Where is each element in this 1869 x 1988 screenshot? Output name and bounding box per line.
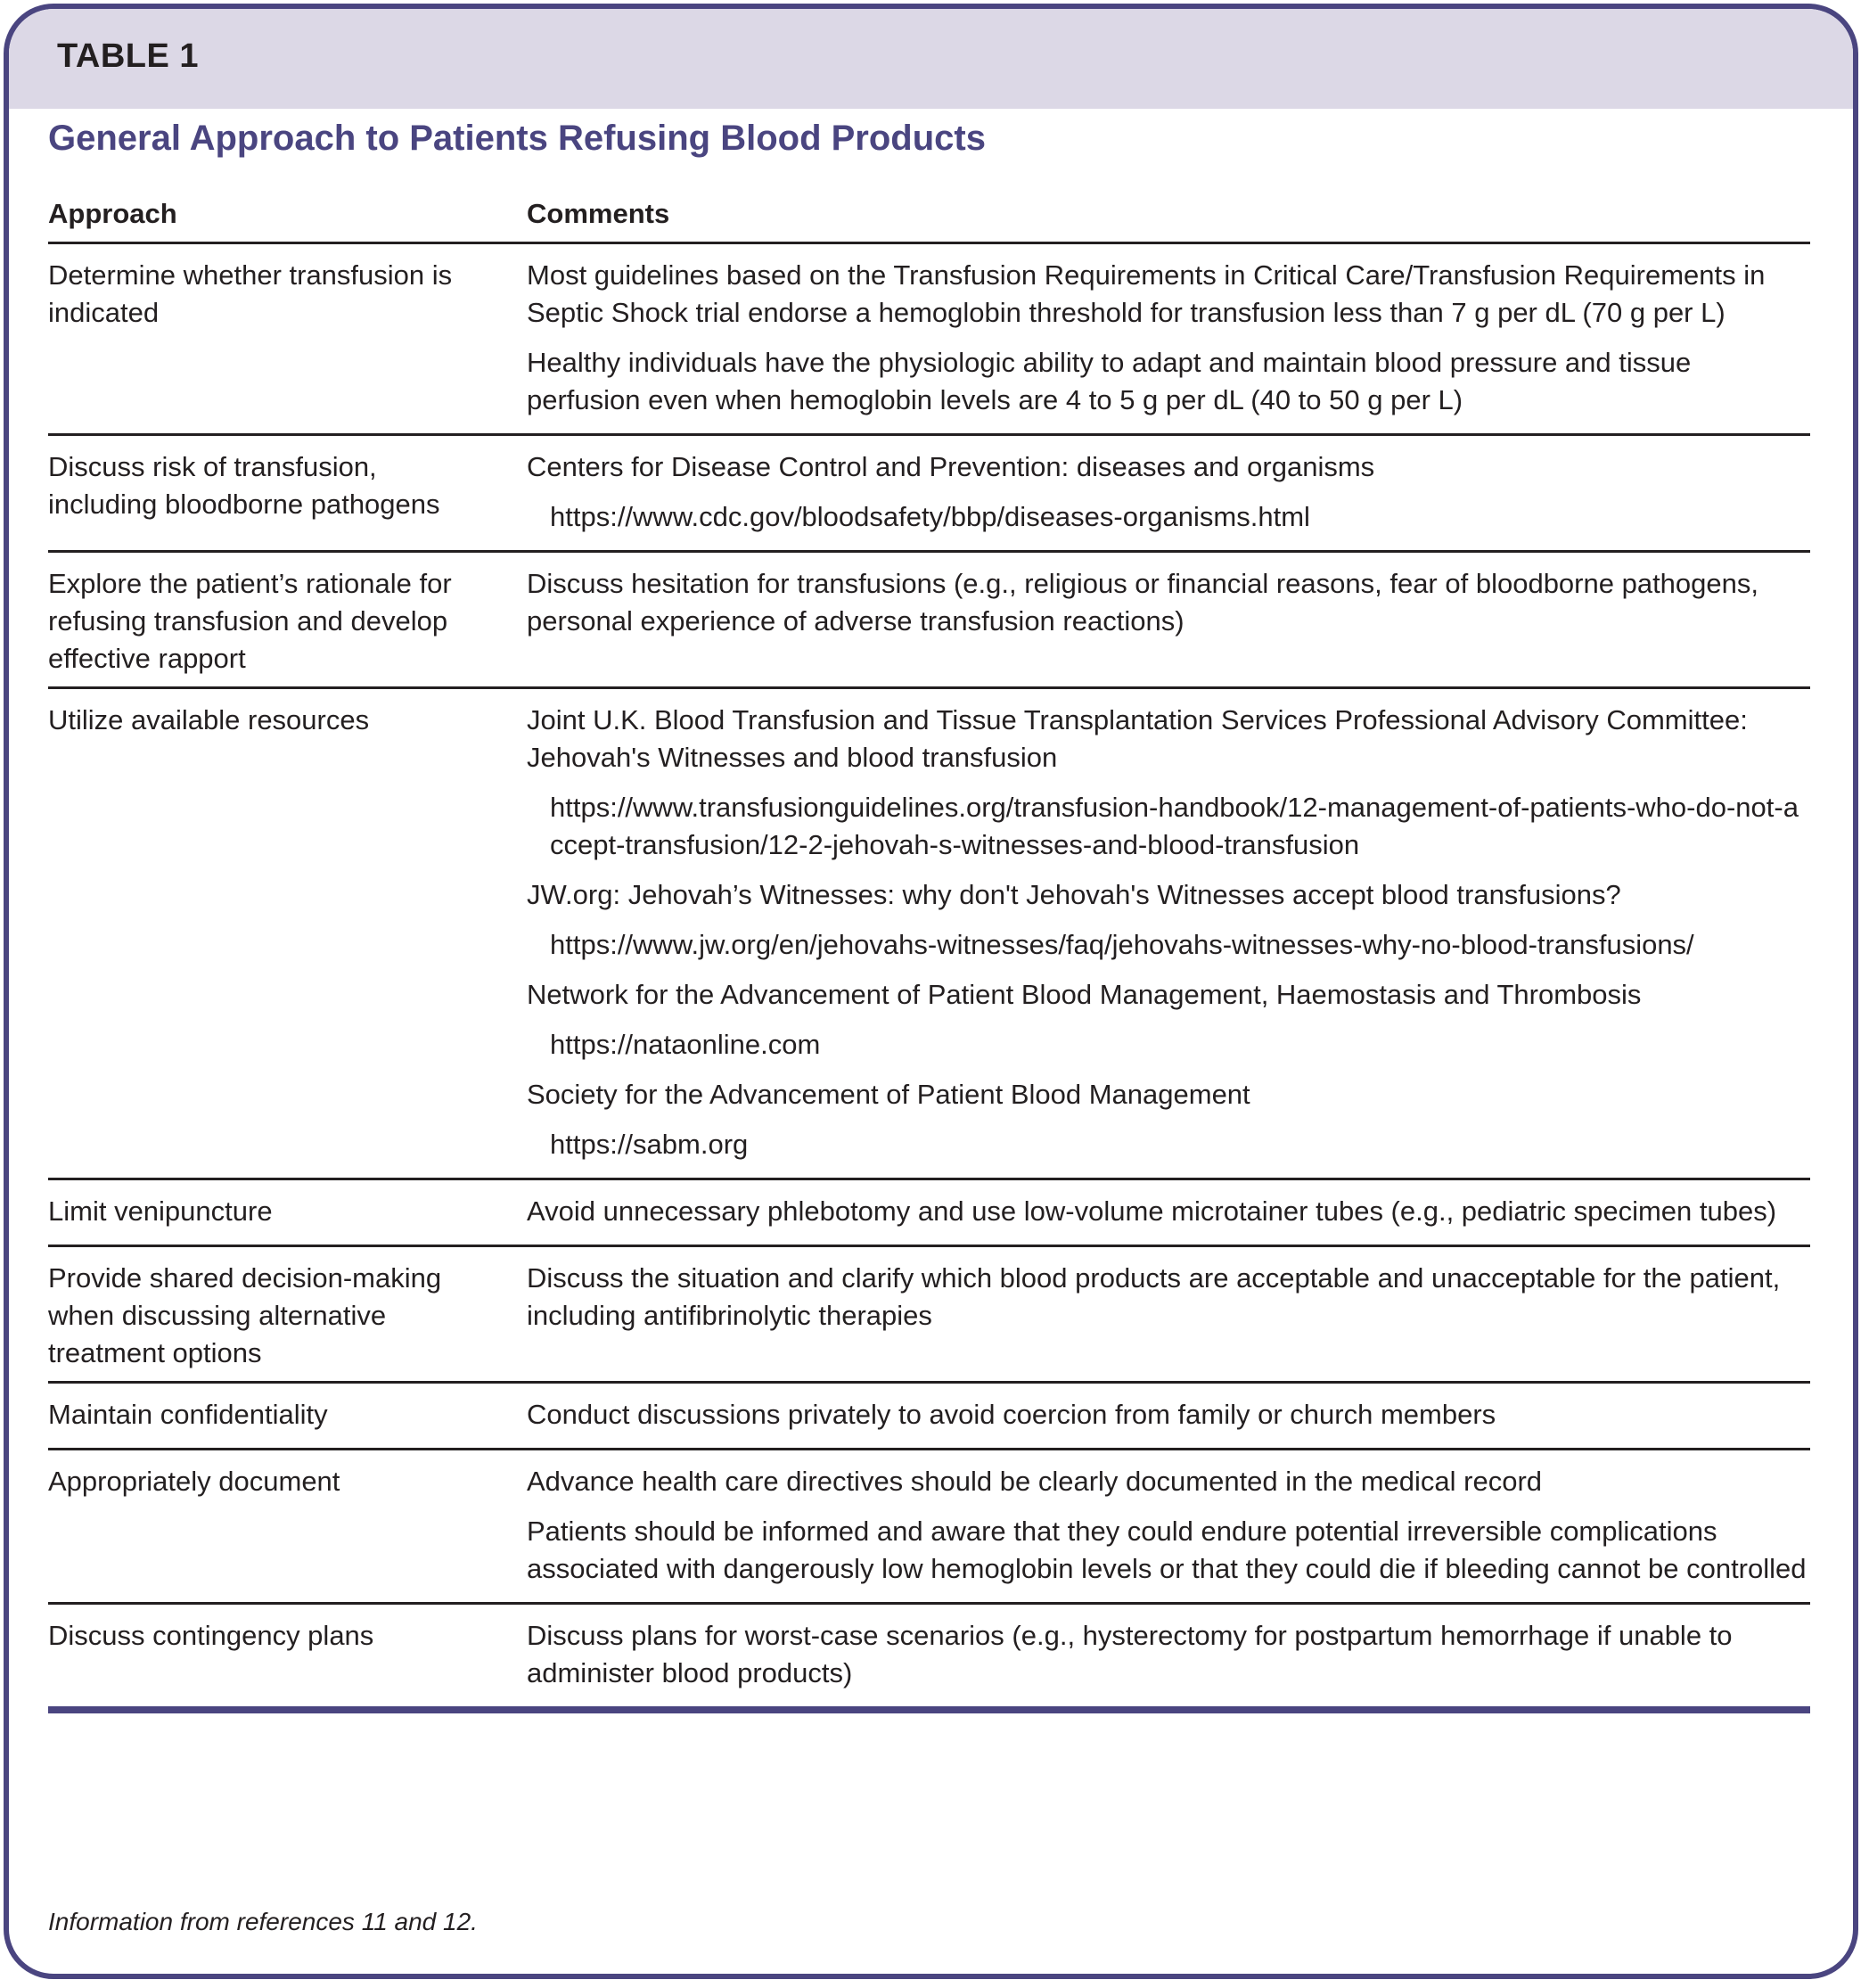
table-row xyxy=(48,689,1810,1180)
table-body xyxy=(48,244,1810,1713)
comments-cell xyxy=(527,448,1810,541)
comment-text: Network for the Advancement of Patient Blood Management, Haemostasis and Thrombosis xyxy=(527,979,1642,1010)
comment-text: Society for the Advancement of Patient Blood Management xyxy=(527,1079,1250,1110)
resource-link[interactable]: https://www.cdc.gov/bloodsafety/bbp/diseases-organisms.html xyxy=(550,501,1310,532)
approach-cell: Determine whether transfusion is indicated xyxy=(48,259,453,328)
approach-cell: Maintain confidentiality xyxy=(48,1399,328,1430)
comment-text: Discuss the situation and clarify which blood products are acceptable and unacceptable for the patient, including antifibrinolytic therapies xyxy=(527,1262,1781,1331)
comments-cell xyxy=(527,1193,1810,1236)
table-banner xyxy=(9,9,1853,109)
comment-text: Discuss hesitation for transfusions (e.g., religious or financial reasons, fear of bloodborne pathogens, personal experience of adverse transfusion reactions) xyxy=(527,568,1758,637)
table-title: General Approach to Patients Refusing Blood Products xyxy=(48,119,986,158)
comment-text: Most guidelines based on the Transfusion Requirements in Critical Care/Transfusion Requirements in Septic Shock trial endorse a hemoglobin threshold for transfusion less than 7 g per dL (70 g per L) xyxy=(527,259,1766,328)
table-row xyxy=(48,1384,1810,1450)
table-row xyxy=(48,1605,1810,1713)
approach-cell: Appropriately document xyxy=(48,1466,340,1497)
resource-link[interactable]: https://www.transfusionguidelines.org/transfusion-handbook/12-management-of-patients-who-do-not-accept-transfusion/12-2-jehovah-s-witnesses-and-blood-transfusion xyxy=(550,792,1799,860)
table-row xyxy=(48,553,1810,689)
comment-text: Joint U.K. Blood Transfusion and Tissue Transplantation Services Professional Advisory Committee: Jehovah's Witnesses and blood transfusion xyxy=(527,704,1748,773)
approach-cell: Discuss contingency plans xyxy=(48,1620,374,1651)
resource-link[interactable]: https://sabm.org xyxy=(550,1129,749,1160)
table-row xyxy=(48,1180,1810,1247)
comment-text: Healthy individuals have the physiologic ability to adapt and maintain blood pressure and tissue perfusion even when hemoglobin levels are 4 to 5 g per dL (40 to 50 g per L) xyxy=(527,347,1692,415)
resource-link[interactable]: https://www.jw.org/en/jehovahs-witnesses/faq/jehovahs-witnesses-why-no-blood-transfusions/ xyxy=(550,929,1694,960)
comment-text: Discuss plans for worst-case scenarios (e.g., hysterectomy for postpartum hemorrhage if unable to administer blood products) xyxy=(527,1620,1733,1688)
comment-text: Avoid unnecessary phlebotomy and use low-volume microtainer tubes (e.g., pediatric specimen tubes) xyxy=(527,1195,1777,1227)
table-number-label: TABLE 1 xyxy=(57,37,200,75)
comments-cell xyxy=(527,1463,1810,1593)
approach-cell: Discuss risk of transfusion, including bloodborne pathogens xyxy=(48,451,440,520)
comment-text: Patients should be informed and aware that they could endure potential irreversible complications associated with dangerously low hemoglobin levels or that they could die if bleeding cannot be controlled xyxy=(527,1516,1807,1584)
table-row xyxy=(48,1450,1810,1605)
resource-link[interactable]: https://nataonline.com xyxy=(550,1029,821,1060)
comment-text: Conduct discussions privately to avoid coercion from family or church members xyxy=(527,1399,1496,1430)
table-footnote: Information from references 11 and 12. xyxy=(48,1908,478,1935)
comments-cell xyxy=(527,1617,1810,1697)
approach-cell: Utilize available resources xyxy=(48,704,370,735)
table-row xyxy=(48,244,1810,436)
comments-cell xyxy=(527,1260,1810,1372)
table-row xyxy=(48,436,1810,553)
comment-text: Centers for Disease Control and Prevention: diseases and organisms xyxy=(527,451,1375,482)
comment-text: Advance health care directives should be clearly documented in the medical record xyxy=(527,1466,1543,1497)
header-comments: Comments xyxy=(527,198,670,229)
comments-cell xyxy=(527,257,1810,424)
table-header-row xyxy=(48,189,1810,244)
table-row xyxy=(48,1247,1810,1384)
approach-cell: Explore the patient’s rationale for refusing transfusion and develop effective rapport xyxy=(48,568,452,674)
approach-cell: Limit venipuncture xyxy=(48,1195,273,1227)
approach-cell: Provide shared decision-making when discussing alternative treatment options xyxy=(48,1262,442,1368)
comments-cell xyxy=(527,565,1810,678)
comments-cell xyxy=(527,702,1810,1169)
header-approach: Approach xyxy=(48,198,177,229)
comments-cell xyxy=(527,1396,1810,1439)
approach-table xyxy=(48,189,1810,1713)
comment-text: JW.org: Jehovah’s Witnesses: why don't Jehovah's Witnesses accept blood transfusions? xyxy=(527,879,1621,910)
